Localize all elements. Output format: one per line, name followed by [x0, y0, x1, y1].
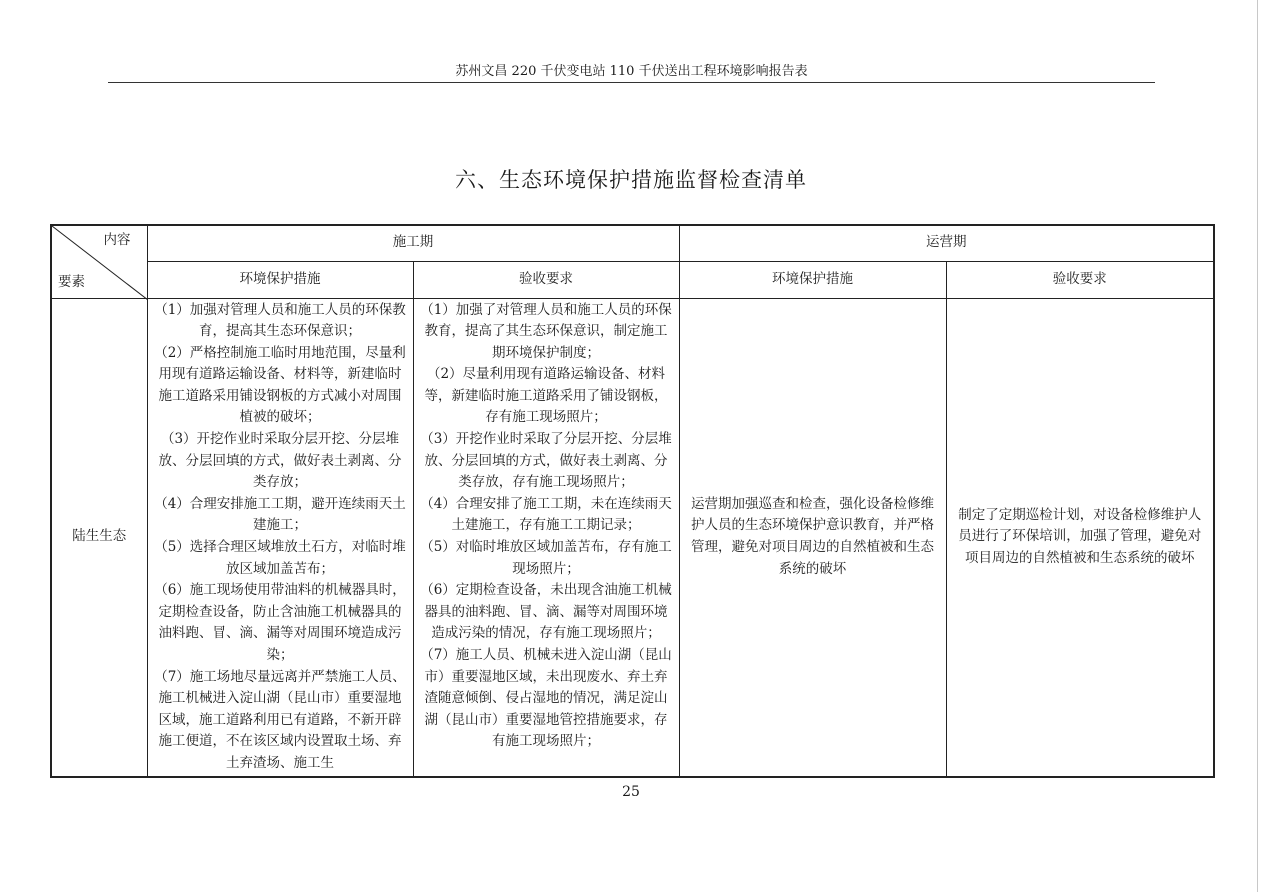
list-item: （2）严格控制施工临时用地范围，尽量利用现有道路运输设备、材料等，新建临时施工道路采用铺设钢板的方式减小对周围植被的破坏；	[154, 344, 406, 426]
list-item: （5）选择合理区域堆放土石方，对临时堆放区域加盖苫布；	[154, 539, 406, 577]
corner-label-element: 要素	[58, 273, 85, 290]
list-item: （4）合理安排了施工工期，未在连续雨天土建施工，存有施工工期记录；	[420, 495, 672, 534]
construction-acceptance-cell	[413, 298, 679, 777]
table-row	[51, 298, 1214, 777]
operation-phase-header: 运营期	[679, 225, 1214, 261]
construction-measures-cell	[147, 298, 413, 777]
list-item: （1）加强了对管理人员和施工人员的环保教育，提高了其生态环保意识，制定施工期环境保护制度；	[420, 301, 672, 361]
page-edge-line	[1257, 0, 1258, 892]
list-item: （7）施工场地尽量远离并严禁施工人员、施工机械进入淀山湖（昆山市）重要湿地区域，施工道路利用已有道路，不新开辟施工便道，不在该区域内设置取土场、弃土弃渣场、施工生	[154, 668, 406, 771]
header-rule	[108, 82, 1155, 83]
list-item: （4）合理安排施工工期，避开连续雨天土建施工；	[154, 495, 406, 534]
running-header: 苏州文昌 220 千伏变电站 110 千伏送出工程环境影响报告表	[455, 64, 808, 79]
list-item: （3）开挖作业时采取分层开挖、分层堆放、分层回填的方式，做好表土剥离、分类存放；	[158, 431, 402, 491]
operation-acceptance-cell: 制定了定期巡检计划，对设备检修维护人员进行了环保培训，加强了管理，避免对项目周边的自然植被和生态系统的破坏	[946, 298, 1214, 777]
construction-acceptance-header: 验收要求	[413, 261, 679, 298]
list-item: （7）施工人员、机械未进入淀山湖（昆山市）重要湿地区域，未出现废水、弃土弃渣随意倾倒、侵占湿地的情况，满足淀山湖（昆山市）重要湿地管控措施要求，存有施工现场照片；	[420, 647, 672, 750]
operation-acceptance-header: 验收要求	[946, 261, 1214, 298]
construction-measures-header: 环境保护措施	[147, 261, 413, 298]
page-number: 25	[622, 784, 640, 800]
corner-label-content: 内容	[103, 232, 131, 248]
list-item: （6）定期检查设备，未出现含油施工机械器具的油料跑、冒、滴、漏等对周围环境造成污染的情况，存有施工现场照片；	[420, 582, 672, 642]
corner-header-cell	[51, 225, 147, 298]
phase-header-row	[51, 225, 1214, 261]
ecological-checklist-table	[50, 224, 1215, 778]
list-item: （3）开挖作业时采取了分层开挖、分层堆放、分层回填的方式，做好表土剥离、分类存放，存有施工现场照片；	[420, 431, 672, 491]
construction-phase-header: 施工期	[147, 225, 679, 261]
element-cell: 陆生生态	[51, 298, 147, 777]
operation-measures-header: 环境保护措施	[679, 261, 946, 298]
list-item: （2）尽量利用现有道路运输设备、材料等，新建临时施工道路采用了铺设钢板，存有施工现场照片；	[424, 366, 668, 426]
list-item: （1）加强对管理人员和施工人员的环保教育，提高其生态环保意识；	[154, 301, 406, 340]
list-item: （5）对临时堆放区域加盖苫布，存有施工现场照片；	[420, 539, 672, 577]
operation-measures-cell: 运营期加强巡查和检查，强化设备检修维护人员的生态环境保护意识教育，并严格管理，避免对项目周边的自然植被和生态系统的破坏	[679, 298, 946, 777]
section-title: 六、生态环境保护措施监督检查清单	[455, 168, 807, 192]
list-item: （6）施工现场使用带油料的机械器具时，定期检查设备，防止含油施工机械器具的油料跑、冒、滴、漏等对周围环境造成污染；	[154, 582, 406, 663]
subheader-row	[51, 261, 1214, 298]
